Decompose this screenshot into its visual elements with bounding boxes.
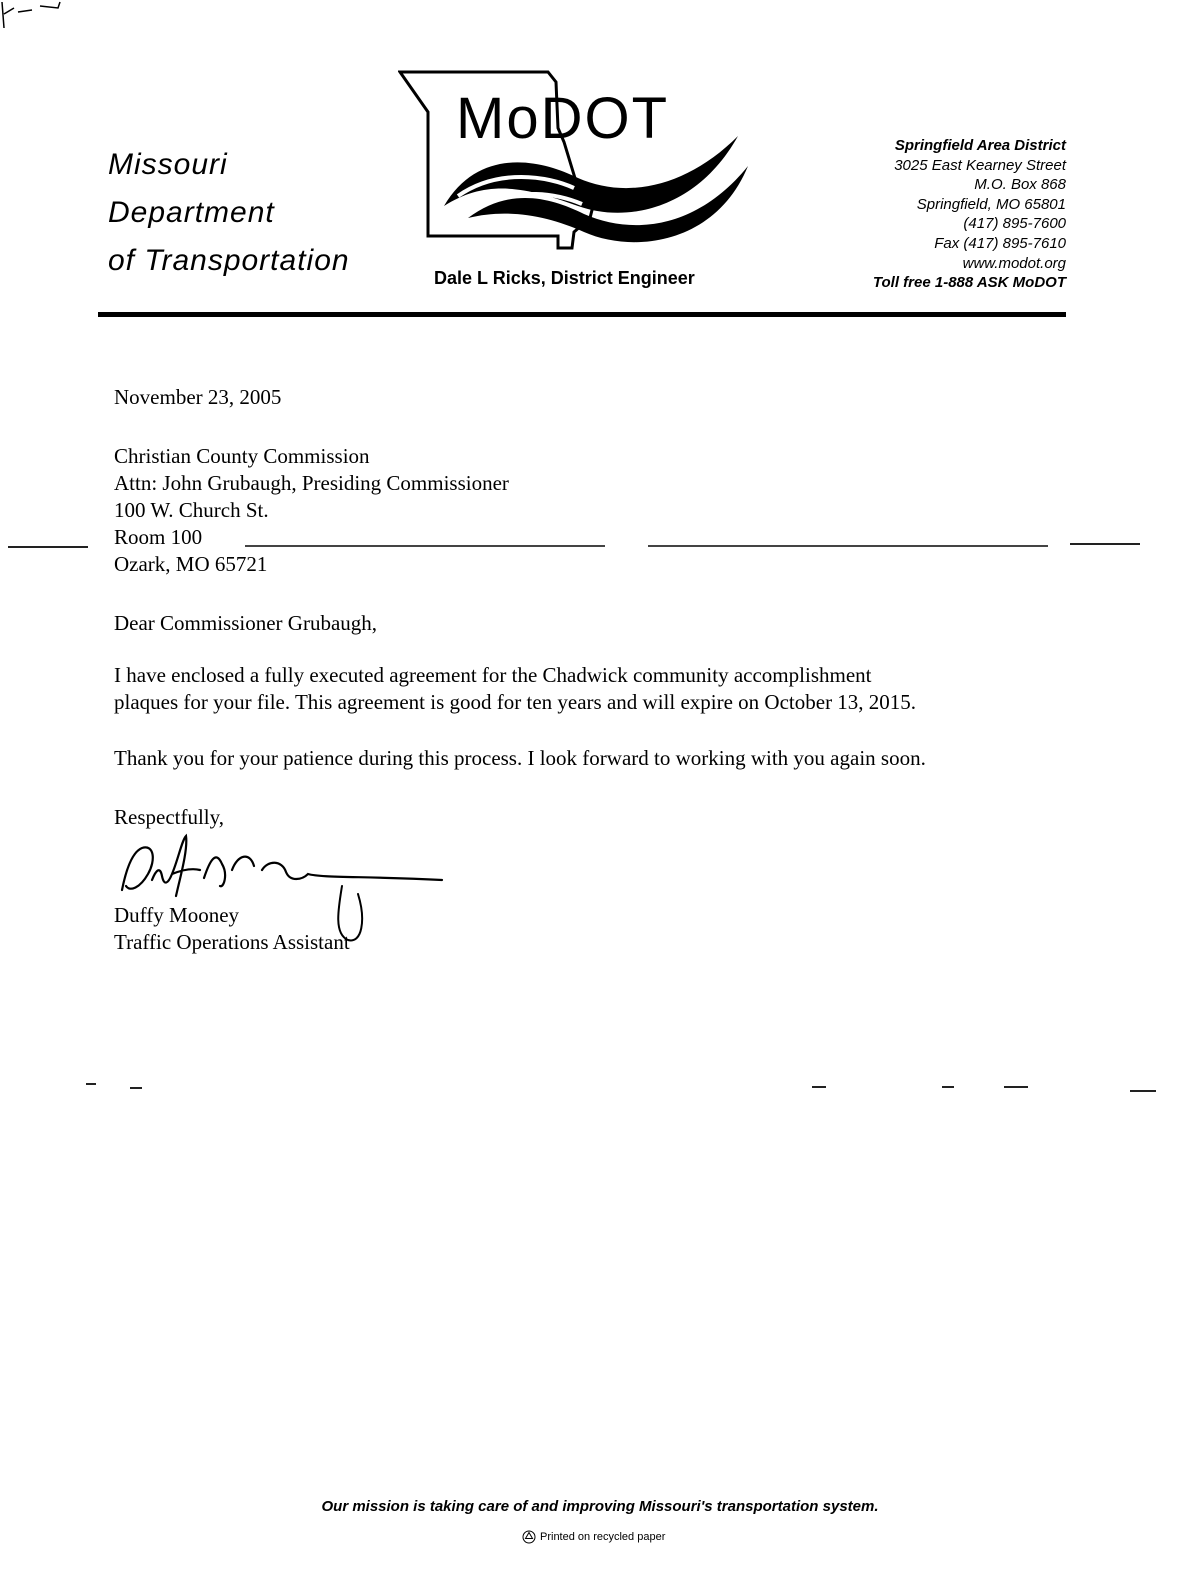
signer-name: Duffy Mooney (114, 903, 240, 927)
recycle-icon (522, 1530, 536, 1544)
scan-artifact (648, 545, 1048, 547)
recipient-line: Ozark, MO 65721 (114, 552, 268, 576)
scan-artifact (812, 1086, 826, 1088)
address-line: www.modot.org (962, 254, 1066, 272)
recipient-block (114, 443, 509, 578)
letterhead-rule (98, 312, 1066, 317)
address-line: Toll free 1-888 ASK MoDOT (872, 274, 1066, 292)
scan-artifact (245, 545, 605, 547)
department-line-3: of Transportation (108, 244, 350, 277)
closing: Respectfully, (114, 805, 225, 829)
scan-artifact (1004, 1086, 1028, 1088)
department-line-1: Missouri (108, 148, 228, 181)
scan-artifact (8, 546, 88, 548)
recipient-line: 100 W. Church St. (114, 498, 269, 522)
recipient-line: Room 100 (114, 525, 203, 549)
recipient-line: Attn: John Grubaugh, Presiding Commissioner (114, 471, 509, 495)
letter-date: November 23, 2005 (114, 385, 282, 409)
district-engineer: Dale L Ricks, District Engineer (434, 268, 695, 288)
address-line: Springfield Area District (894, 137, 1066, 154)
paragraph-line: I have enclosed a fully executed agreement for the Chadwick community accomplishment (114, 663, 872, 687)
modot-logo (398, 68, 778, 268)
scan-artifact (130, 1087, 142, 1089)
paragraph-2: Thank you for your patience during this process. I look forward to working with you again soon. (114, 746, 926, 770)
mission-statement: Our mission is taking care of and improving Missouri's transportation system. (321, 1498, 879, 1515)
logo-wordmark: MoDOT (456, 86, 669, 151)
address-line: Fax (417) 895-7610 (934, 234, 1066, 252)
recycled-text: Printed on recycled paper (540, 1531, 666, 1543)
address-line: (417) 895-7600 (963, 215, 1066, 233)
address-line: 3025 East Kearney Street (894, 156, 1066, 174)
district-address (873, 136, 1066, 293)
signer-block (114, 902, 350, 956)
signer-title: Traffic Operations Assistant (114, 930, 350, 954)
scan-artifact (942, 1086, 954, 1088)
recipient-line: Christian County Commission (114, 444, 370, 468)
scan-artifact (86, 1083, 96, 1085)
recycled-note (522, 1530, 665, 1544)
scan-artifact (1070, 543, 1140, 545)
address-line: Springfield, MO 65801 (916, 195, 1066, 213)
address-line: M.O. Box 868 (974, 176, 1066, 194)
department-line-2: Department (108, 196, 275, 229)
scan-artifact (1130, 1090, 1156, 1092)
paragraph-line: plaques for your file. This agreement is good for ten years and will expire on October 13, 2015. (114, 690, 917, 714)
scan-corner-mark (0, 0, 70, 30)
paragraph-1 (114, 662, 916, 716)
salutation: Dear Commissioner Grubaugh, (114, 611, 378, 635)
